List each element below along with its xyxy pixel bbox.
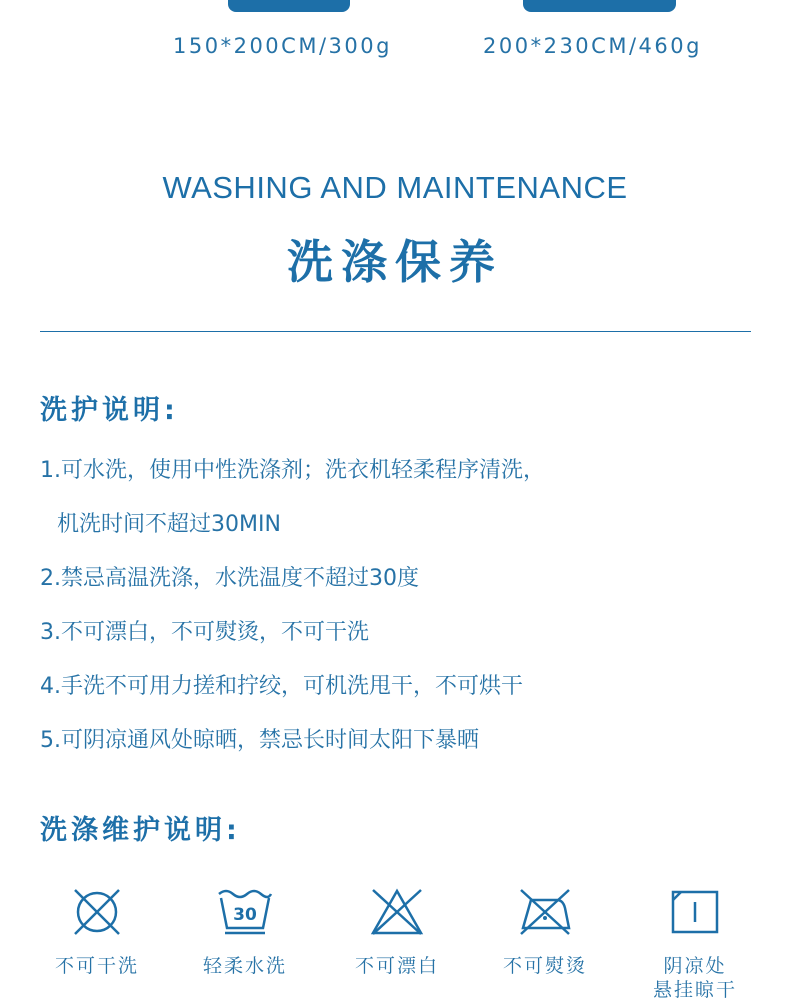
care-label: 轻柔水洗 [202,955,287,977]
instruction-line: 5.可阴凉通风处晾晒，禁忌长时间太阳下暴晒 [40,728,479,753]
instruction-line: 2.禁忌高温洗涤，水洗温度不超过30度 [40,566,419,591]
size-label-1: 150*200CM/300g [173,34,392,58]
instruction-line: 机洗时间不超过30MIN [57,512,281,537]
instruction-line: 4.手洗不可用力搓和拧绞，可机洗甩干，不可烘干 [40,674,523,699]
care-label: 不可漂白 [354,955,439,977]
title-chinese: 洗涤保养 [287,235,503,289]
no-dry-clean-icon [69,886,125,938]
gentle-wash-30-icon [217,886,273,938]
care-item-line-dry [620,886,770,1002]
care-item-no-dry-clean [22,886,172,978]
care-label: 不可熨烫 [502,955,587,977]
size-tab-1 [228,0,350,12]
care-item-no-iron [470,886,620,978]
care-label: 不可干洗 [54,955,139,977]
wash-temp-text: 30 [233,905,257,925]
no-iron-icon [517,886,573,938]
line-dry-shade-icon [667,886,723,938]
care-item-no-bleach [322,886,472,978]
instruction-line: 1.可水洗，使用中性洗涤剂；洗衣机轻柔程序清洗， [40,458,545,483]
care-label: 阴凉处 悬挂晾干 [652,955,737,1001]
instructions-heading: 洗护说明: [40,395,179,426]
size-tab-2 [523,0,676,12]
no-bleach-icon [369,886,425,938]
care-item-gentle-wash [170,886,320,978]
instruction-line: 3.不可漂白，不可熨烫，不可干洗 [40,620,369,645]
divider [40,331,751,332]
title-english: WASHING AND MAINTENANCE [162,170,628,205]
care-heading: 洗涤维护说明: [40,815,241,846]
size-label-2: 200*230CM/460g [483,34,702,58]
